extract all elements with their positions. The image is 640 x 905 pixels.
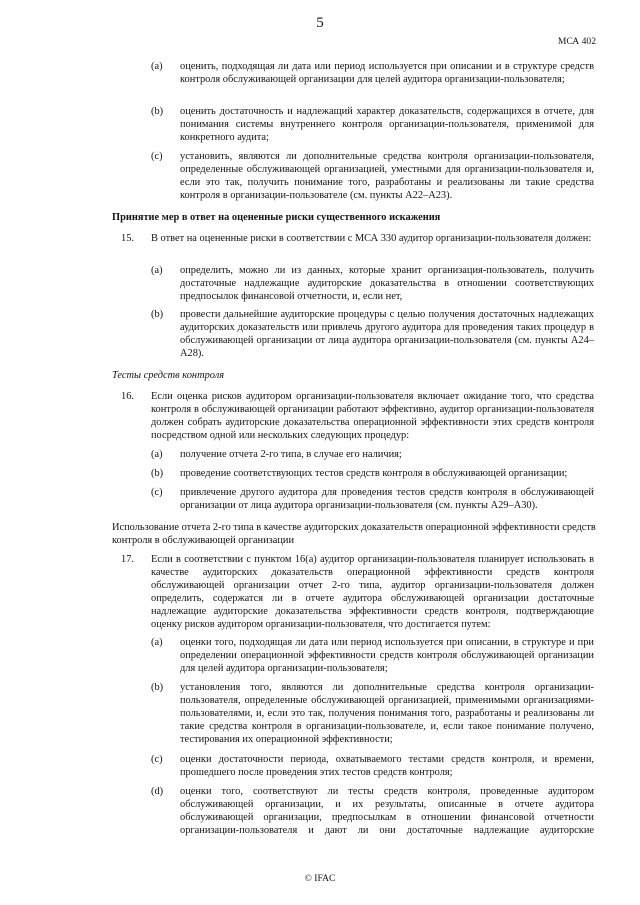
footer-copyright: © IFAC <box>304 873 336 884</box>
list-item-text: получение отчета 2-го типа, в случае его наличия; <box>180 449 402 460</box>
paragraph-text: В ответ на оцененные риски в соответствии с МСА 330 аудитор организации-пользователя должен: <box>151 233 592 244</box>
list-item-text: проведение соответствующих тестов средств контроля в обслуживающей организации; <box>180 468 568 479</box>
item-label: (c) <box>151 754 163 765</box>
item-label: (a) <box>151 265 163 276</box>
item-label: (a) <box>151 637 163 648</box>
list-item-text: привлечение другого аудитора для проведения тестов средств контроля в обслуживающей организации от лица аудитора организации-пользователя (см. пункты A29–A30). <box>180 487 594 511</box>
section-heading: Принятие мер в ответ на оцененные риски существенного искажения <box>112 212 441 223</box>
item-label: (b) <box>151 682 164 693</box>
paragraph-text: Если оценка рисков аудитором организации-пользователя включает ожидание того, что средства контроля в обслуживающей организации работают эффективно, аудитор организации-пользователя должен собрать аудиторские доказательства операционной эффективности этих средств контроля посредством одной или нескольких следующих процедур: <box>151 391 594 441</box>
section-heading: Тесты средств контроля <box>112 370 225 381</box>
list-item-text: оценки того, соответствуют ли тесты средств контроля, проведенные аудитором обслуживающей организации, и их результаты, описанные в отчете аудитора обслуживающей организации, предпосылкам в отношении финансовой отчетности организации-пользователя и дают ли они достаточные надлежащие аудиторские <box>180 786 594 836</box>
item-label: (a) <box>151 449 163 460</box>
page-number: 5 <box>316 15 324 31</box>
list-item-text: установить, являются ли дополнительные средства контроля организации-пользователя, определенные обслуживающей организацией, уместными для организации-пользователя и, если это так, получить понимание того, разработаны и реализованы ли такие средства контроля в организации-пользователе (см. пункты A22–A23). <box>180 151 594 201</box>
list-item-text: оценить, подходящая ли дата или период используется при описании и в структуре средств контроля обслуживающей организации для целей аудитора организации-пользователя; <box>180 61 594 85</box>
paragraph-text: Если в соответствии с пунктом 16(a) аудитор организации-пользователя планирует использовать в качестве аудиторских доказательств операционной эффективности средств контроля обслуживающей организации отчет 2-го типа, аудитор организации-пользователя должен определить, содержатся ли в отчете аудитора обслуживающей организации достаточные надлежащие аудиторские доказательства эффективности средств контроля, подтверждающие оценку рисков аудитором организации-пользователя, что достигается путем: <box>151 554 594 630</box>
item-label: (b) <box>151 468 164 479</box>
item-label: (c) <box>151 487 163 498</box>
standard-reference: МСА 402 <box>557 36 596 47</box>
list-item-text: провести дальнейшие аудиторские процедуры с целью получения достаточных надлежащих аудиторских доказательств или привлечь другого аудитора для проведения таких процедур в обслуживающей организации от лица аудитора организации-пользователя (см. пункты A24–A28). <box>180 309 594 359</box>
item-label: (c) <box>151 151 163 162</box>
list-item-text: оценки достаточности периода, охватываемого тестами средств контроля, и времени, прошедшего после проведения этих тестов средств контроля; <box>180 754 594 778</box>
paragraph-number: 15. <box>121 233 134 244</box>
section-heading: Использование отчета 2-го типа в качестве аудиторских доказательств операционной эффективности средств контроля в обслуживающей организации <box>112 522 596 546</box>
paragraph-number: 17. <box>121 554 134 565</box>
item-label: (b) <box>151 106 164 117</box>
item-label: (b) <box>151 309 164 320</box>
paragraph-number: 16. <box>121 391 134 402</box>
item-label: (a) <box>151 61 163 72</box>
list-item-text: оценки того, подходящая ли дата или период используется при описании, в структуре и при определении операционной эффективности средств контроля обслуживающей организации для целей аудитора организации-пользователя; <box>180 637 594 674</box>
list-item-text: установления того, являются ли дополнительные средства контроля организации-пользователя, определенные обслуживающей организацией, применимыми организациями-пользователями, и, если это так, получения понимания того, разработаны и реализованы ли такие средства контроля в организации-пользователе, и, если такое понимание получено, тестирования их операционной эффективности; <box>180 682 594 745</box>
list-item-text: оценить достаточность и надлежащий характер доказательств, содержащихся в отчете, для понимания системы внутреннего контроля организации-пользователя, применимой для конкретного аудита; <box>180 106 594 143</box>
list-item-text: определить, можно ли из данных, которые хранит организация-пользователь, получить достаточные надлежащие аудиторские доказательства в отношении соответствующих предпосылок финансовой отчетности, и, если нет, <box>180 265 594 302</box>
item-label: (d) <box>151 786 164 797</box>
